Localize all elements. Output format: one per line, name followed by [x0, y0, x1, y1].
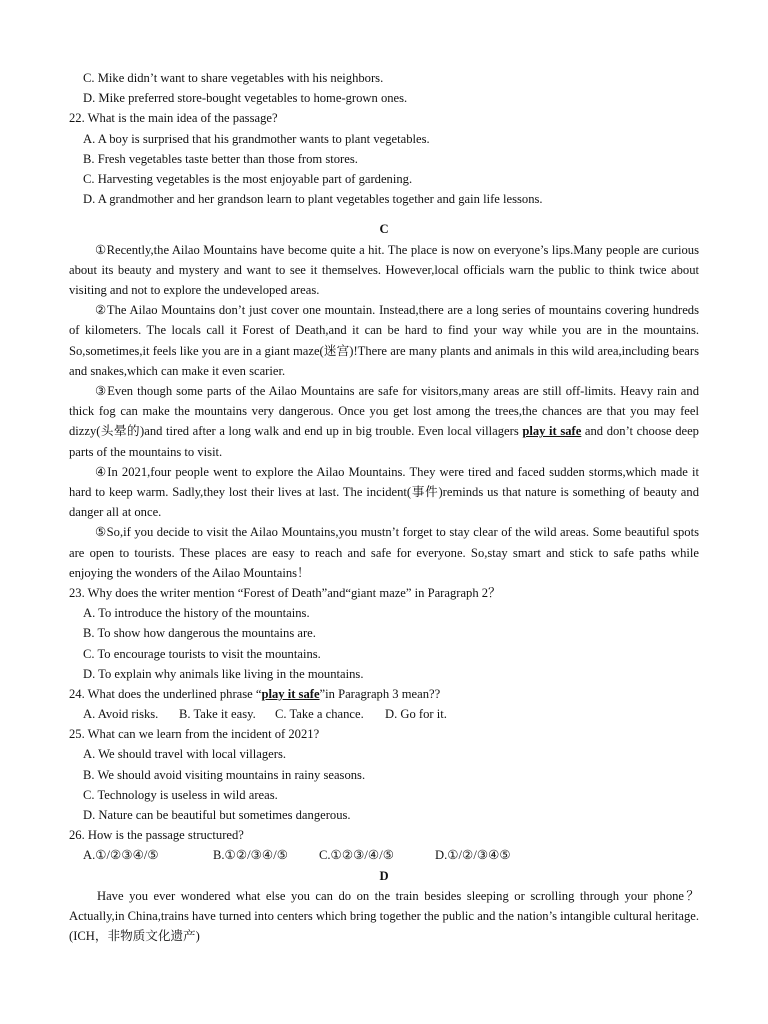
q23-stem: 23. Why does the writer mention “Forest of Death”and“giant maze” in Paragraph 2？	[69, 585, 501, 600]
q21-option-d: D. Mike preferred store-bought vegetables to home-grown ones.	[83, 91, 408, 106]
q24-stem	[69, 684, 699, 704]
q25-option-c: C. Technology is useless in wild areas.	[83, 787, 278, 802]
q26-option-a: A.①/②③④/⑤	[83, 848, 159, 863]
q25-option-b: B. We should avoid visiting mountains in rainy seasons.	[83, 767, 366, 782]
q22-stem: 22. What is the main idea of the passage?	[69, 111, 278, 126]
q26-option-d: D.①/②/③④⑤	[435, 848, 511, 863]
q24-stem-before: 24. What does the underlined phrase “	[69, 686, 262, 701]
q22-option-c: C. Harvesting vegetables is the most enjoyable part of gardening.	[83, 171, 413, 186]
q25-option-a: A. We should travel with local villagers.	[83, 747, 287, 762]
q23-option-c: C. To encourage tourists to visit the mountains.	[83, 646, 321, 661]
section-c-paragraph-1: ①Recently,the Ailao Mountains have become quite a hit. The place is now on everyone’s lips.Many people are curious about its beauty and mystery and want to see it themselves. However,local officials warn the public to think twice about visiting and not to explore the undeveloped areas.	[69, 242, 699, 297]
page-content	[69, 68, 699, 946]
q23-option-d: D. To explain why animals like living in the mountains.	[83, 666, 364, 681]
paragraph-3-text-before: ③Even though some parts of the Ailao Mountains are safe for visitors,many areas are still off-limits. Heavy rain and thick fog can make the mountains very dangerous. Once you get lost among the trees,the chances are that you may feel dizzy(头晕的)and tired after a long walk and end up in big trouble. Even local villagers	[69, 383, 699, 439]
underlined-phrase: play it safe	[522, 424, 582, 439]
q24-option-b: B. Take it easy.	[179, 707, 256, 722]
q24-options	[69, 704, 699, 724]
section-c-paragraph-4: ④In 2021,four people went to explore the Ailao Mountains. They were tired and faced sudden storms,which made it hard to keep warm. Sadly,they lost their lives at last. The incident(事件)reminds us that nature is something of beauty and danger all at once.	[69, 464, 699, 520]
q24-option-a: A. Avoid risks.	[83, 707, 159, 722]
q23-option-b: B. To show how dangerous the mountains are.	[83, 626, 316, 641]
q22-option-a: A. A boy is surprised that his grandmother wants to plant vegetables.	[83, 131, 430, 146]
q26-stem: 26. How is the passage structured?	[69, 828, 244, 843]
q21-option-c: C. Mike didn’t want to share vegetables with his neighbors.	[83, 71, 384, 85]
section-c-paragraph-3	[69, 381, 699, 462]
section-c-heading: C	[379, 222, 389, 237]
q22-option-b: B. Fresh vegetables taste better than those from stores.	[83, 151, 358, 166]
q24-option-d: D. Go for it.	[385, 707, 447, 722]
section-c-paragraph-5: ⑤So,if you decide to visit the Ailao Mountains,you mustn’t forget to stay clear of the wild areas. Some beautiful spots are open to tourists. These places are easy to reach and safe for everyone. So,stay smart and stick to safe paths while enjoying the wonders of the Ailao Mountains！	[69, 525, 699, 580]
q24-option-c: C. Take a chance.	[275, 707, 364, 722]
q24-stem-after: ”in Paragraph 3 mean??	[319, 686, 441, 701]
section-c-paragraph-2: ②The Ailao Mountains don’t just cover one mountain. Instead,there are a long series of mountains covering hundreds of kilometers. The locals call it Forest of Death,and it can be hard to find your way while you are in the mountains. So,sometimes,it feels like you are in a giant maze(迷宫)!There are many plants and animals in this wild area,including bears and snakes,which can make it even scarier.	[69, 303, 699, 378]
q23-option-a: A. To introduce the history of the mountains.	[83, 606, 310, 621]
q22-option-d: D. A grandmother and her grandson learn to plant vegetables together and gain life lessons.	[83, 192, 543, 207]
paragraph-3-text-after: and don’t choose deep parts of the mountains to visit.	[69, 424, 699, 459]
q25-option-d: D. Nature can be beautiful but sometimes dangerous.	[83, 808, 351, 823]
q26-option-b: B.①②/③④/⑤	[213, 848, 288, 863]
q24-underlined-phrase: play it safe	[261, 686, 320, 701]
q26-option-c: C.①②③/④/⑤	[319, 848, 394, 863]
section-d-heading: D	[379, 868, 389, 883]
q25-stem: 25. What can we learn from the incident of 2021?	[69, 727, 320, 742]
section-d-paragraph-1: Have you ever wondered what else you can do on the train besides sleeping or scrolling through your phone？Actually,in China,trains have turned into centers which bring together the public and the nation’s intangible cultural heritage.(ICH，非物质文化遗产)	[69, 888, 699, 944]
q26-options	[69, 845, 699, 865]
